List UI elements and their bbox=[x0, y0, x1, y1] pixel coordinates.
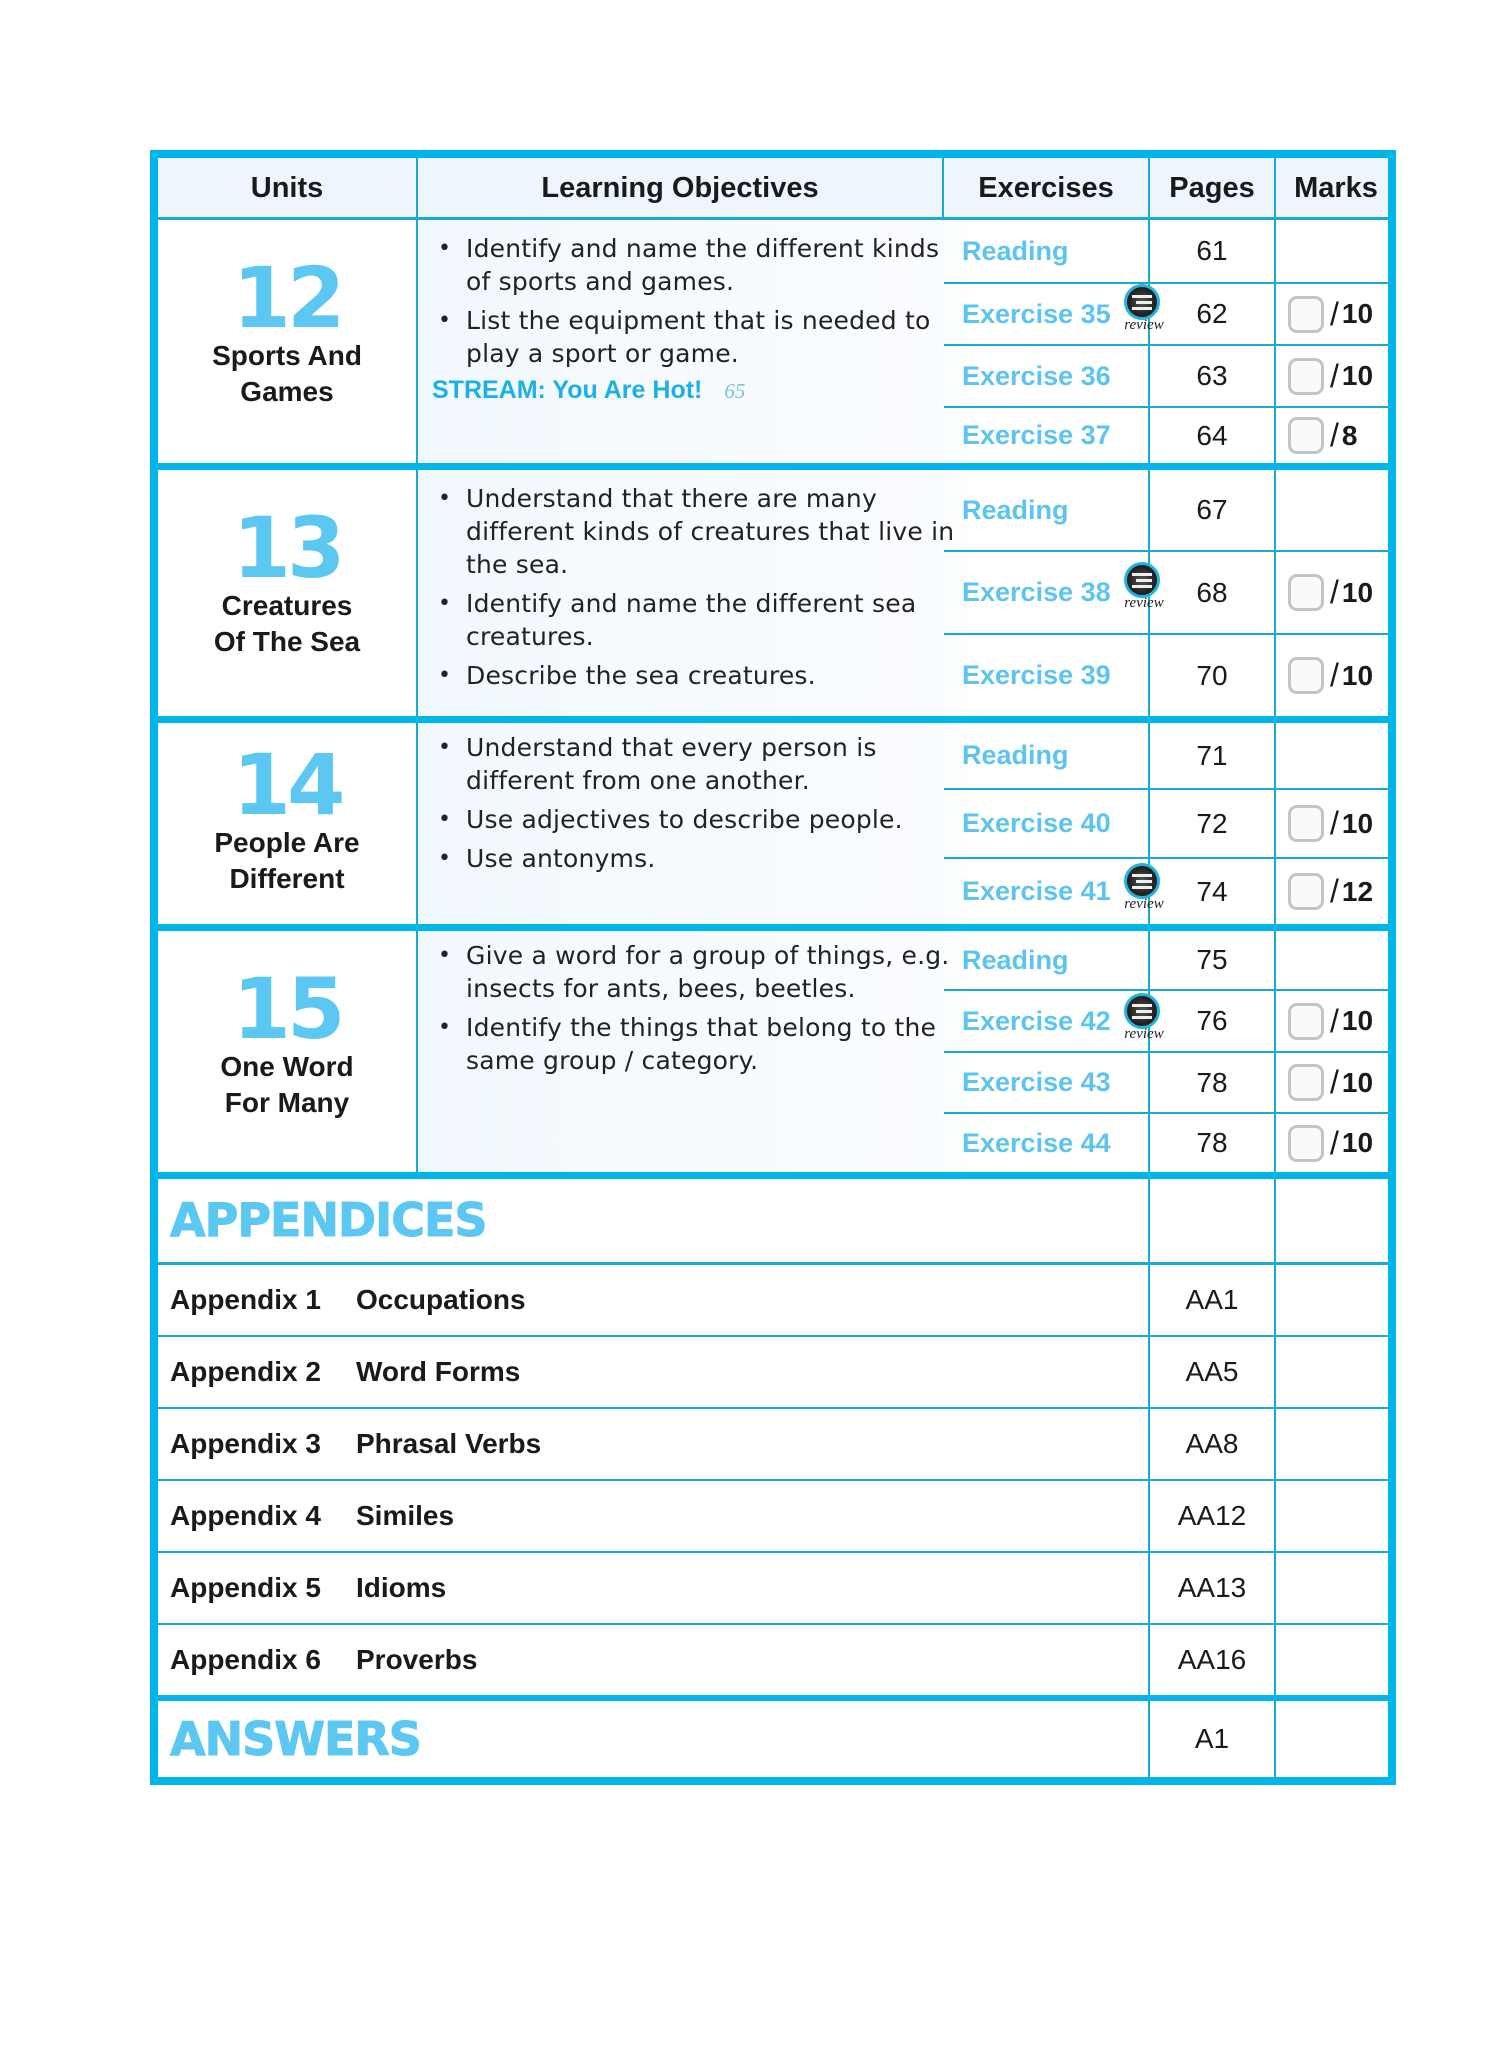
unit-title: One Word bbox=[220, 1051, 354, 1082]
exercise-reading[interactable]: Reading bbox=[962, 740, 1069, 770]
objective: • Give a word for a group of things, e.g. insects for ants, bees, beetles. bbox=[432, 939, 956, 1005]
objective: • List the equipment that is needed to play a sport or game. bbox=[432, 304, 956, 370]
contents-table bbox=[150, 150, 1396, 1785]
review-icon[interactable]: review bbox=[1120, 562, 1164, 616]
unit-number: 14 bbox=[232, 736, 342, 834]
marks-cell: / 8 bbox=[1276, 408, 1408, 463]
appendices-heading: APPENDICES bbox=[170, 1193, 487, 1247]
appendix-row-1[interactable]: Appendix 1 Occupations bbox=[170, 1284, 526, 1315]
review-icon[interactable]: review bbox=[1120, 863, 1164, 917]
unit-divider bbox=[158, 924, 1388, 931]
header-pages: Pages bbox=[1169, 172, 1255, 204]
marks-checkbox[interactable] bbox=[1288, 805, 1324, 842]
objective: • Understand that every person is different from one another. bbox=[432, 731, 956, 797]
unit-title: Of The Sea bbox=[213, 626, 361, 657]
exercise-reading[interactable]: Reading bbox=[962, 945, 1069, 975]
marks-checkbox[interactable] bbox=[1288, 873, 1324, 910]
unit-divider bbox=[158, 1172, 1388, 1179]
marks-total: 10 bbox=[1341, 298, 1374, 329]
marks-checkbox[interactable] bbox=[1288, 1003, 1324, 1040]
header-objectives: Learning Objectives bbox=[541, 172, 819, 204]
objective: • Understand that there are many different kinds of creatures that live in the sea. bbox=[432, 482, 956, 581]
marks-total: 12 bbox=[1341, 875, 1374, 907]
exercise-37[interactable]: Exercise 37 bbox=[962, 420, 1111, 450]
marks-cell: / 10 bbox=[1276, 1114, 1408, 1172]
marks-total: 10 bbox=[1341, 360, 1374, 391]
unit-divider bbox=[158, 716, 1388, 723]
marks-checkbox[interactable] bbox=[1288, 417, 1324, 454]
stream-link[interactable] bbox=[432, 376, 956, 405]
objective: • Describe the sea creatures. bbox=[432, 659, 956, 692]
page-number: 76 bbox=[1196, 1005, 1228, 1036]
unit-15-cell bbox=[158, 931, 416, 1210]
answers-heading: ANSWERS bbox=[170, 1712, 421, 1766]
stream-page: 65 bbox=[724, 379, 746, 403]
unit-14-objectives bbox=[418, 723, 966, 932]
page-number: 78 bbox=[1196, 1127, 1228, 1158]
page-number: 75 bbox=[1196, 944, 1228, 975]
unit-title: For Many bbox=[224, 1087, 350, 1118]
marks-checkbox[interactable] bbox=[1288, 358, 1324, 395]
exercise-42[interactable]: Exercise 42 bbox=[962, 1006, 1111, 1036]
unit-title: Sports And bbox=[212, 340, 362, 371]
header-exercises: Exercises bbox=[978, 172, 1114, 204]
page-number: 68 bbox=[1196, 577, 1228, 608]
unit-13-cell bbox=[158, 470, 416, 754]
page-number: AA13 bbox=[1177, 1572, 1247, 1603]
unit-title: Different bbox=[229, 863, 345, 894]
exercise-41[interactable]: Exercise 41 bbox=[962, 876, 1111, 906]
objective: • Identify and name the different sea creatures. bbox=[432, 587, 956, 653]
unit-number: 12 bbox=[232, 249, 342, 347]
header-units: Units bbox=[250, 172, 324, 204]
marks-checkbox[interactable] bbox=[1288, 657, 1324, 694]
marks-checkbox[interactable] bbox=[1288, 1064, 1324, 1101]
unit-14-cell bbox=[158, 723, 416, 946]
stream-label: STREAM: You Are Hot! bbox=[432, 376, 703, 404]
page-number: 74 bbox=[1196, 876, 1228, 907]
page-number: 63 bbox=[1196, 360, 1228, 391]
unit-number: 13 bbox=[232, 499, 342, 597]
page-number: 78 bbox=[1196, 1067, 1228, 1098]
unit-12-cell bbox=[158, 220, 416, 501]
objective: • Identify and name the different kinds of sports and games. bbox=[432, 232, 956, 298]
marks-checkbox[interactable] bbox=[1288, 574, 1324, 611]
review-icon[interactable]: review bbox=[1120, 284, 1164, 338]
marks-total: 10 bbox=[1341, 1127, 1374, 1158]
unit-divider bbox=[158, 463, 1388, 470]
exercise-reading[interactable]: Reading bbox=[962, 236, 1069, 266]
exercise-reading[interactable]: Reading bbox=[962, 495, 1069, 525]
page-number: 71 bbox=[1196, 740, 1228, 771]
marks-total: 10 bbox=[1341, 1005, 1374, 1036]
exercise-35[interactable]: Exercise 35 bbox=[962, 299, 1111, 329]
appendix-row-2[interactable]: Appendix 2 Word Forms bbox=[170, 1356, 521, 1387]
header-marks: Marks bbox=[1294, 172, 1378, 204]
page-number: AA5 bbox=[1185, 1356, 1239, 1387]
unit-title: People Are bbox=[214, 827, 360, 858]
marks-cell: / 10 bbox=[1276, 635, 1408, 716]
unit-13-objectives bbox=[418, 470, 966, 728]
marks-total: 10 bbox=[1341, 576, 1374, 608]
marks-total: 10 bbox=[1341, 1066, 1374, 1098]
marks-cell: / 10 bbox=[1276, 284, 1408, 344]
exercise-43[interactable]: Exercise 43 bbox=[962, 1067, 1111, 1097]
page-number: 72 bbox=[1196, 808, 1228, 839]
page-number: 62 bbox=[1196, 298, 1228, 329]
unit-title: Creatures bbox=[221, 590, 353, 621]
exercise-38[interactable]: Exercise 38 bbox=[962, 577, 1111, 607]
marks-total: 8 bbox=[1341, 419, 1358, 451]
page-number: 67 bbox=[1196, 494, 1228, 525]
marks-cell: / 10 bbox=[1276, 552, 1408, 633]
objective: • Identify the things that belong to the same group / category. bbox=[432, 1011, 956, 1077]
appendix-row-3[interactable]: Appendix 3 Phrasal Verbs bbox=[170, 1428, 542, 1459]
exercise-44[interactable]: Exercise 44 bbox=[962, 1128, 1111, 1158]
marks-cell: / 10 bbox=[1276, 346, 1408, 406]
appendix-row-6[interactable]: Appendix 6 Proverbs bbox=[170, 1644, 478, 1675]
table-header bbox=[158, 158, 1388, 218]
page-number: 64 bbox=[1196, 420, 1228, 451]
appendix-row-5[interactable]: Appendix 5 Idioms bbox=[170, 1572, 447, 1603]
review-icon[interactable]: review bbox=[1120, 993, 1164, 1047]
page-number: AA8 bbox=[1185, 1428, 1239, 1459]
objective: • Use antonyms. bbox=[432, 842, 956, 875]
answers-page: A1 bbox=[1194, 1723, 1230, 1754]
appendix-row-4[interactable]: Appendix 4 Similes bbox=[170, 1500, 455, 1531]
exercise-39[interactable]: Exercise 39 bbox=[962, 660, 1111, 690]
unit-title: Games bbox=[240, 376, 334, 407]
page-number: AA12 bbox=[1177, 1500, 1247, 1531]
page-number: 61 bbox=[1196, 235, 1228, 266]
exercise-36[interactable]: Exercise 36 bbox=[962, 361, 1111, 391]
marks-checkbox[interactable] bbox=[1288, 296, 1324, 333]
marks-cell: / 10 bbox=[1276, 991, 1408, 1051]
objective: • Use adjectives to describe people. bbox=[432, 803, 956, 836]
exercise-40[interactable]: Exercise 40 bbox=[962, 808, 1111, 838]
page-number: 70 bbox=[1196, 660, 1228, 691]
marks-checkbox[interactable] bbox=[1288, 1125, 1324, 1162]
marks-cell: / 10 bbox=[1276, 790, 1408, 857]
page-number: AA1 bbox=[1185, 1284, 1239, 1315]
marks-cell: / 10 bbox=[1276, 1053, 1408, 1112]
unit-12-objectives bbox=[418, 220, 966, 475]
unit-number: 15 bbox=[232, 960, 342, 1058]
unit-15-objectives bbox=[418, 931, 966, 1180]
marks-total: 10 bbox=[1341, 807, 1374, 839]
marks-total: 10 bbox=[1341, 659, 1374, 691]
page-number: AA16 bbox=[1177, 1644, 1247, 1675]
marks-cell: / 12 bbox=[1276, 859, 1408, 924]
